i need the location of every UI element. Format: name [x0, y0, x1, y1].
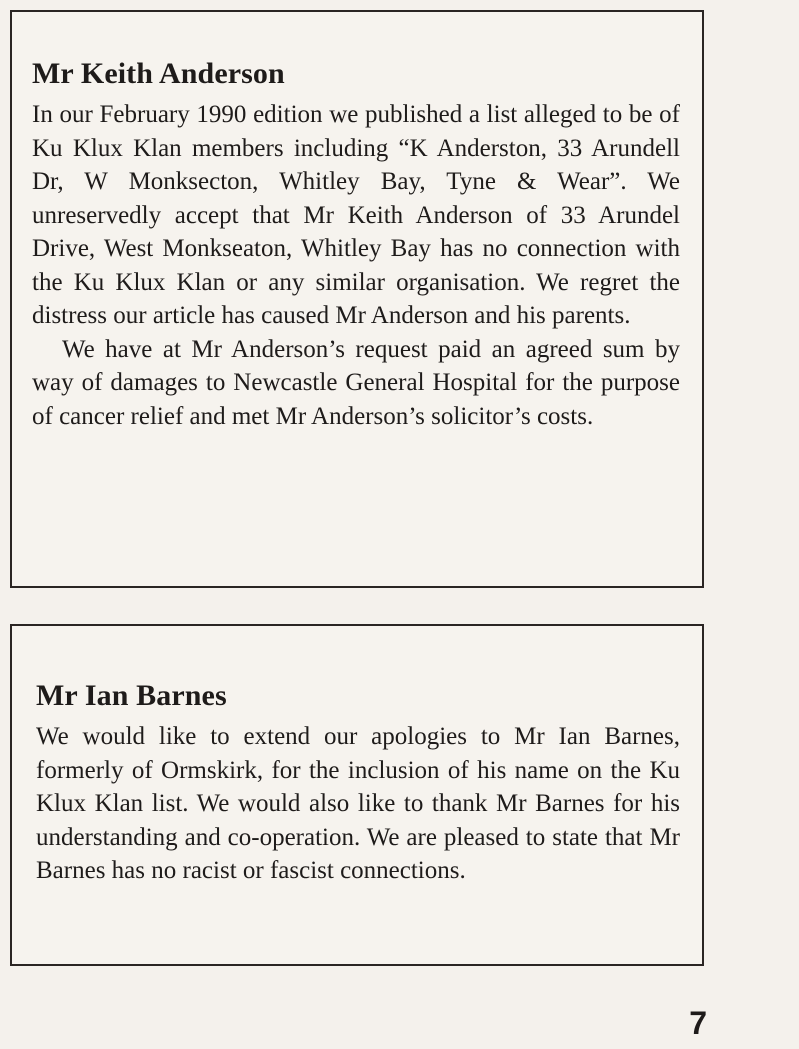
- page-number: 7: [689, 1005, 707, 1041]
- notice-title: Mr Ian Barnes: [36, 679, 227, 712]
- notice-paragraph: In our February 1990 edition we published a list alleged to be of Ku Klux Klan members including “K Anderston, 33 Arundell Dr, W Monksecton, Whitley Bay, Tyne & Wear”. We unreservedly accept that Mr Keith Anderson of 33 Arundel Drive, West Monkseaton, Whitley Bay has no connection with the Ku Klux Klan or any similar organisation. We regret the distress our article has caused Mr Anderson and his parents.: [32, 101, 680, 329]
- notice-title: Mr Keith Anderson: [32, 57, 285, 90]
- notice-box-barnes: [10, 624, 704, 966]
- notice-paragraph: We have at Mr Anderson’s request paid an agreed sum by way of damages to Newcastle General Hospital for the purpose of cancer relief and met Mr Anderson’s solicitor’s costs.: [32, 335, 680, 430]
- notice-paragraph: We would like to extend our apologies to Mr Ian Barnes, formerly of Ormskirk, for the inclusion of his name on the Ku Klux Klan list. We would also like to thank Mr Barnes for his understanding and co-operation. We are pleased to state that Mr Barnes has no racist or fascist connections.: [36, 723, 680, 884]
- notice-box-anderson: [10, 10, 704, 588]
